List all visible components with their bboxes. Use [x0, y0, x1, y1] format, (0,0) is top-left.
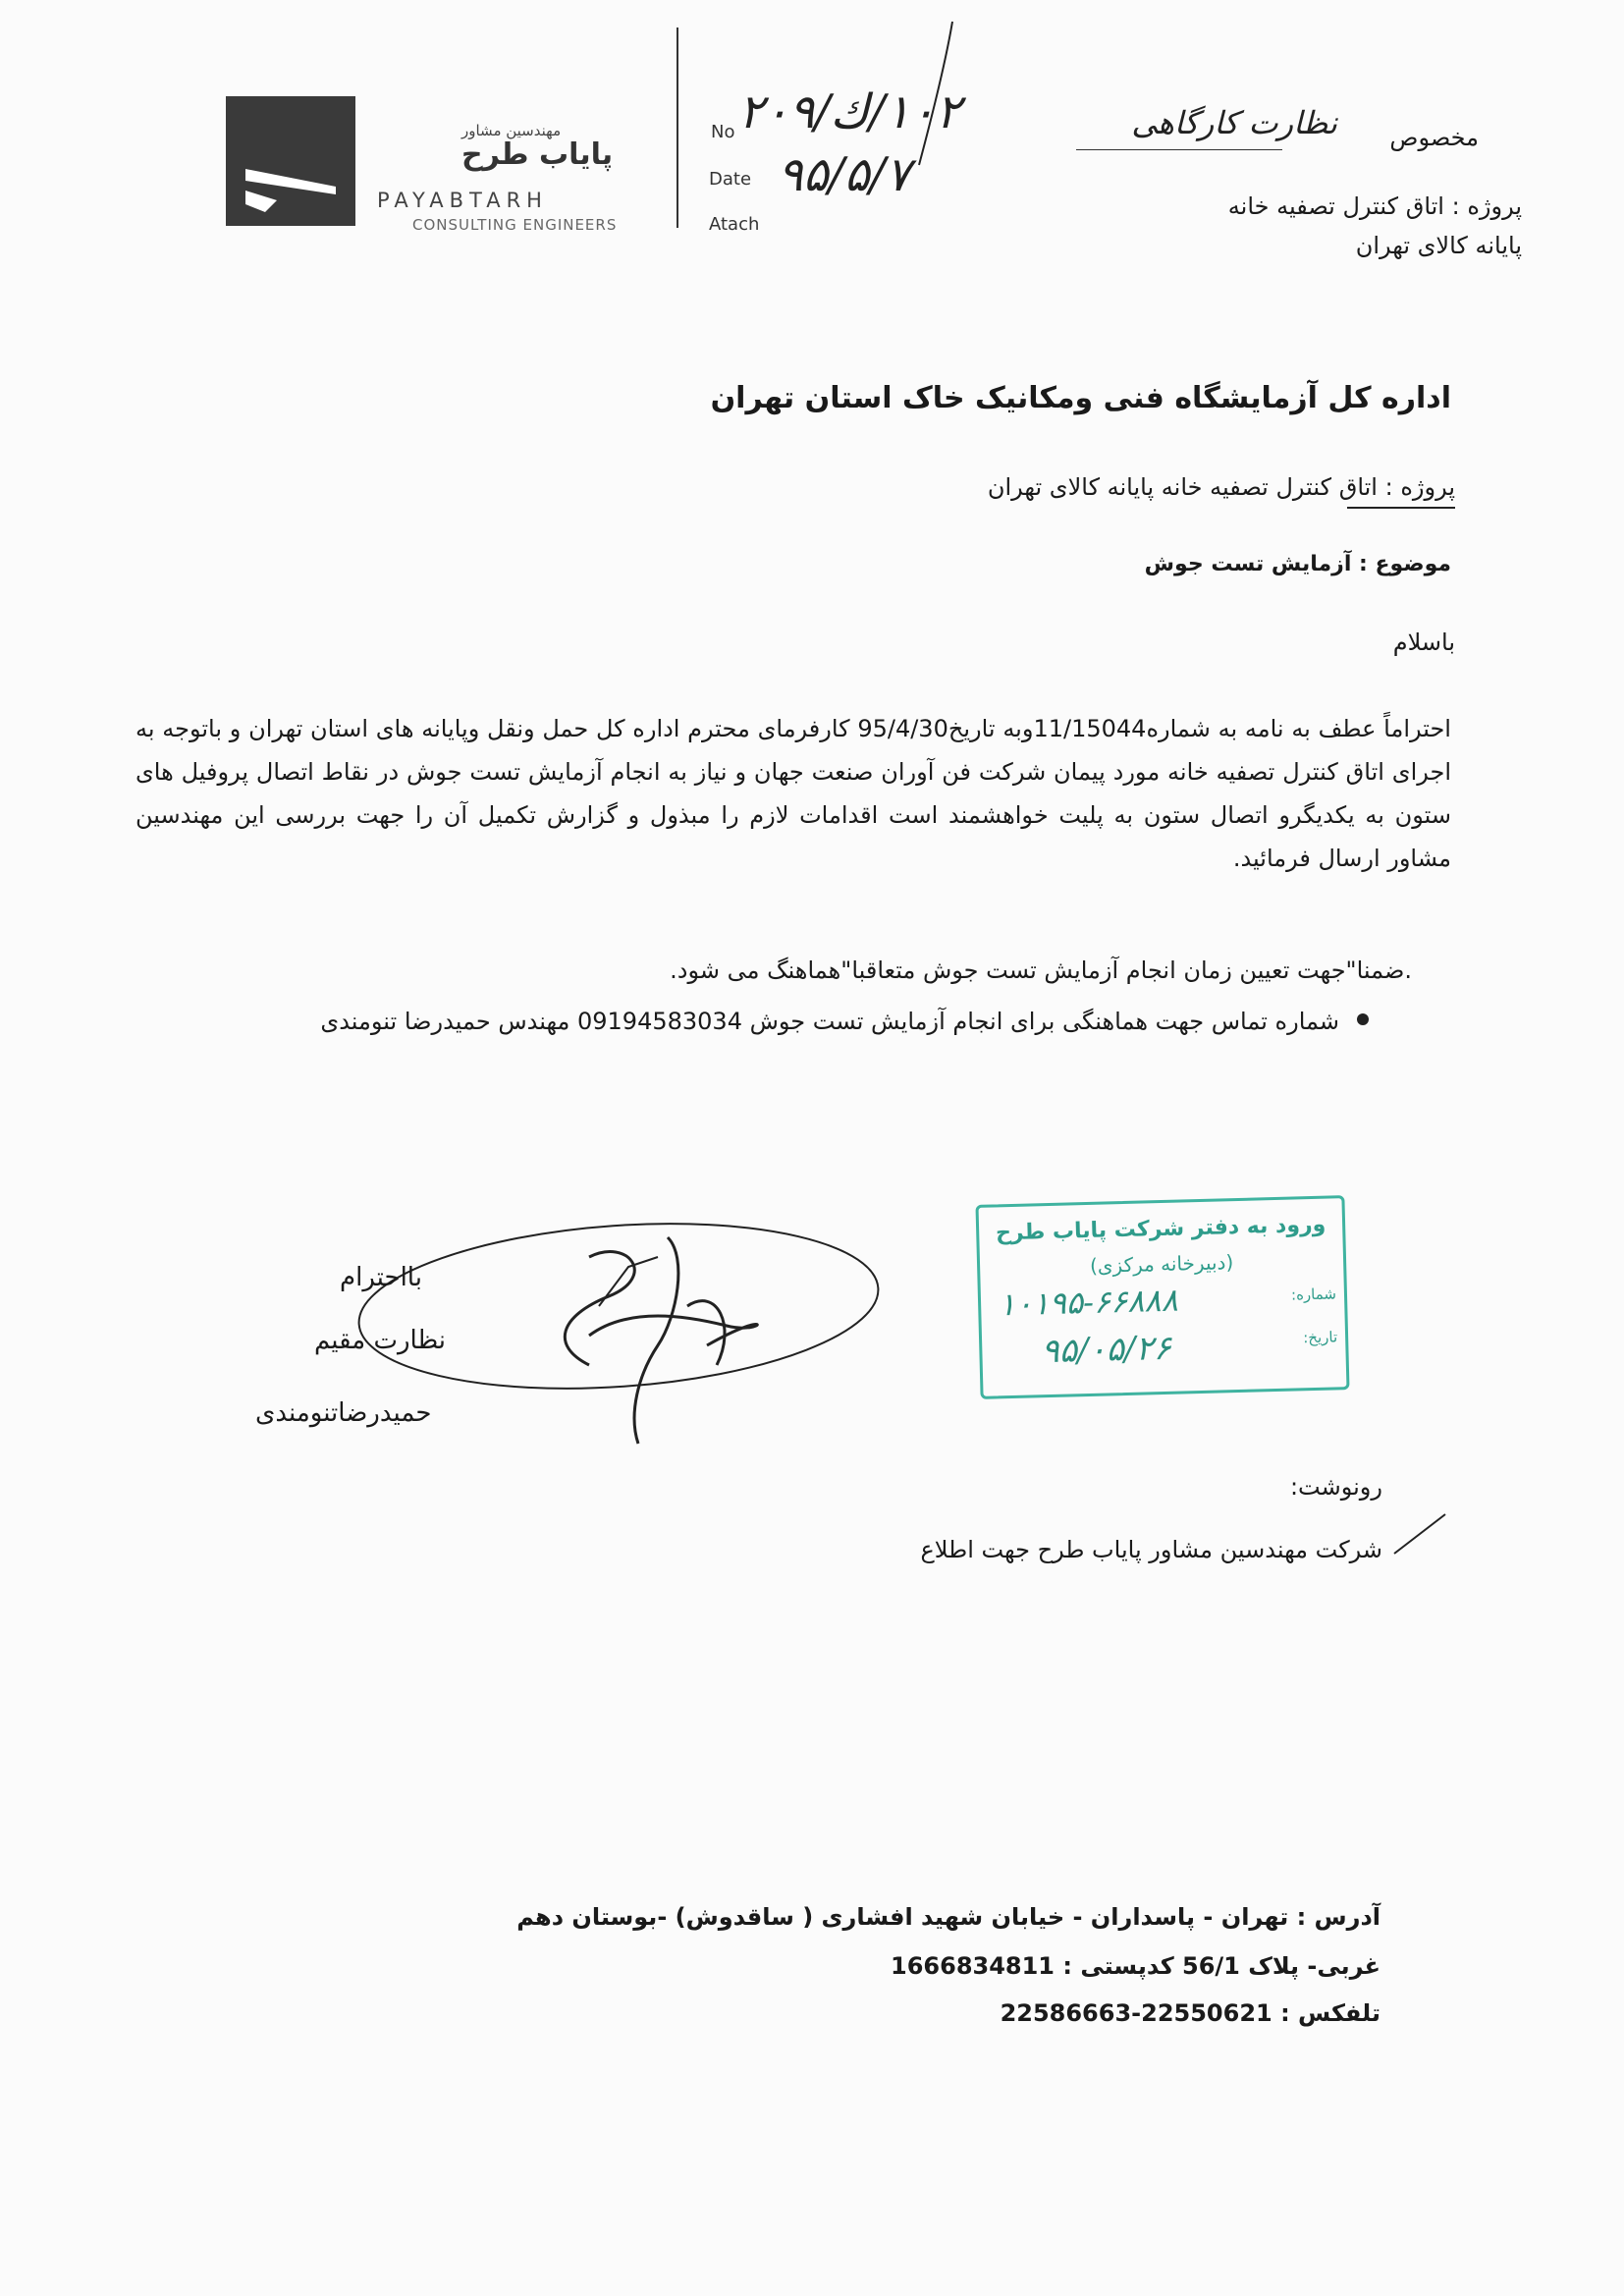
letterhead-divider	[677, 27, 678, 228]
pen-stroke-mark	[913, 18, 972, 175]
firm-name-fa-small: مهندسین مشاور	[461, 122, 562, 139]
firm-name-fa: پایاب طرح	[461, 137, 614, 172]
stamp-date-label: تاریخ:	[1302, 1328, 1338, 1347]
stamp-title: ورود به دفتر شرکت پایاب طرح	[995, 1212, 1326, 1246]
signatory-title: نظارت مقیم	[314, 1326, 447, 1355]
address-line-3: تلفکس : 22550621-22586663	[1000, 1999, 1380, 2027]
company-logo	[226, 96, 355, 226]
recipient-heading: اداره کل آزمایشگاه فنی ومکانیک خاک استان تهران	[710, 381, 1451, 415]
check-mark-icon	[1390, 1510, 1449, 1559]
date-label: Date	[709, 169, 752, 190]
bullet-icon	[1357, 1013, 1369, 1025]
address-line-2: غربی- پلاک 56/1 کدپستی : 1666834811	[891, 1952, 1380, 1980]
attachment-label: Atach	[709, 214, 760, 235]
receipt-stamp	[975, 1195, 1349, 1399]
letter-date: ۹۵/۵/۷	[778, 147, 911, 202]
special-handwriting: نظارت کارگاهی	[1131, 104, 1337, 141]
logo-mark-icon	[226, 96, 355, 226]
letter-number: ۱۰۲/ك/۲۰۹	[738, 84, 961, 139]
closing-regards: بااحترام	[340, 1263, 422, 1292]
cc-recipient: شرکت مهندسین مشاور پایاب طرح جهت اطلاع	[920, 1536, 1382, 1563]
firm-subtitle: CONSULTING ENGINEERS	[412, 216, 618, 234]
special-label: مخصوص	[1389, 124, 1479, 151]
header-project-line-1: پروژه : اتاق کنترل تصفیه خانه	[1227, 192, 1522, 220]
stamp-date: ۹۵/۰۵/۲۶	[1040, 1328, 1172, 1372]
stamp-subtitle: (دبیرخانه مرکزی)	[1089, 1250, 1234, 1278]
body-paragraph: احتراماً عطف به نامه به شماره11/15044وبه تاریخ95/4/30 کارفرمای محترم اداره کل حمل ونقل وپایانه های استان تهران و باتوجه به اجرای اتاق کنترل تصفیه خانه مورد پیمان شرکت فن آوران صنعت جهان و نیاز به انجام آزمایش تست جوش در نقاط اتصال پروفیل های ستون به یکدیگرو اتصال ستون به پلیت خواهشمند است اقدامات لازم را مبذول و گزارش تکمیل آن را جهت بررسی این مهندسین مشاور ارسال فرمائید.	[135, 715, 1451, 872]
greeting: باسلام	[1392, 629, 1455, 656]
cc-label: رونوشت:	[1289, 1473, 1382, 1501]
header-project-line-2: پایانه کالای تهران	[1355, 232, 1522, 259]
firm-name-en: PAYABTARH	[377, 189, 548, 212]
special-underline	[1076, 149, 1282, 150]
contact-bullet: شماره تماس جهت هماهنگی برای انجام آزمایش تست جوش 09194583034 مهندس حمیدرضا تنومندی	[320, 1008, 1339, 1035]
note-line: .ضمنا"جهت تعیین زمان انجام آزمایش تست جوش متعاقبا"هماهنگ می شود.	[670, 957, 1412, 984]
signatory-name: حمیدرضاتنومندی	[255, 1398, 432, 1428]
stamp-number: ۱۰۱۹۵-۶۶۸۸۸	[998, 1281, 1179, 1324]
project-line: پروژه : اتاق کنترل تصفیه خانه پایانه کالای تهران	[987, 473, 1455, 501]
address-line-1: آدرس : تهران - پاسداران - خیابان شهید افشاری ( ساقدوش) -بوستان دهم	[516, 1903, 1380, 1931]
stamp-number-label: شماره:	[1290, 1285, 1337, 1304]
project-underline	[1347, 507, 1455, 509]
subject-line: موضوع : آزمایش تست جوش	[1144, 552, 1451, 576]
number-label: No	[711, 122, 735, 142]
